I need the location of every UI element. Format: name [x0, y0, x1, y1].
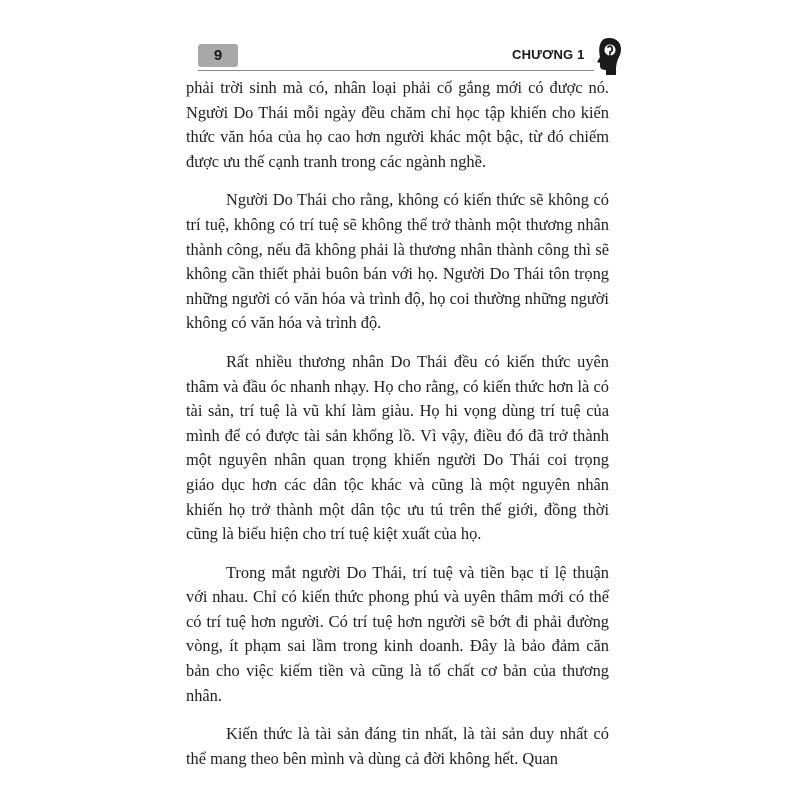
chapter-label: CHƯƠNG 1	[512, 47, 585, 62]
paragraph: Rất nhiều thương nhân Do Thái đều có kiến thức uyên thâm và đầu óc nhanh nhạy. Họ cho rằng, có kiến thức hơn là có tài sản, trí tuệ là vũ khí làm giàu. Họ hi vọng dùng trí tuệ của mình để có được tài sản khổng lồ. Vì vậy, điều đó đã trở thành một nguyên nhân quan trọng khiến người Do Thái coi trọng giáo dục hơn các dân tộc khác và cũng là một nguyên nhân khiến họ trở thành một dân tộc ưu tú trên thế giới, đồng thời cũng là biểu hiện cho trí tuệ kiệt xuất của họ.	[186, 351, 609, 544]
page-number-text: 9	[213, 47, 223, 64]
paragraph: phải trời sinh mà có, nhân loại phải cố gắng mới có được nó. Người Do Thái mỗi ngày đều chăm chỉ học tập khiến cho kiến thức văn hóa của họ cao hơn người khác một bậc, từ đó chiếm được ưu thế cạnh tranh trong các ngành nghề.	[186, 78, 609, 171]
body-text	[186, 76, 609, 785]
paragraph: Trong mắt người Do Thái, trí tuệ và tiền bạc tỉ lệ thuận với nhau. Chỉ có kiến thức phong phú và uyên thâm mới có thể có trí tuệ hơn người. Có trí tuệ hơn người sẽ bớt đi phải đường vòng, ít phạm sai lầm trong kinh doanh. Đây là bảo đảm căn bản cho việc kiếm tiền và cũng là tố chất cơ bản của thương nhân.	[186, 562, 609, 705]
header-divider	[198, 70, 594, 71]
head-profile-icon	[594, 36, 624, 76]
paragraph: Kiến thức là tài sản đáng tin nhất, là tài sản duy nhất có thể mang theo bên mình và dùng cả đời không hết. Quan	[186, 724, 609, 768]
paragraph: Người Do Thái cho rằng, không có kiến thức sẽ không có trí tuệ, không có trí tuệ sẽ không thể trở thành một thương nhân thành công, nếu đã không phải là thương nhân thành công thì sẽ không cần thiết phải buôn bán với họ. Người Do Thái tôn trọng những người có văn hóa và trình độ, họ coi thường những người không có văn hóa và trình độ.	[186, 190, 609, 333]
page-number	[198, 44, 238, 67]
